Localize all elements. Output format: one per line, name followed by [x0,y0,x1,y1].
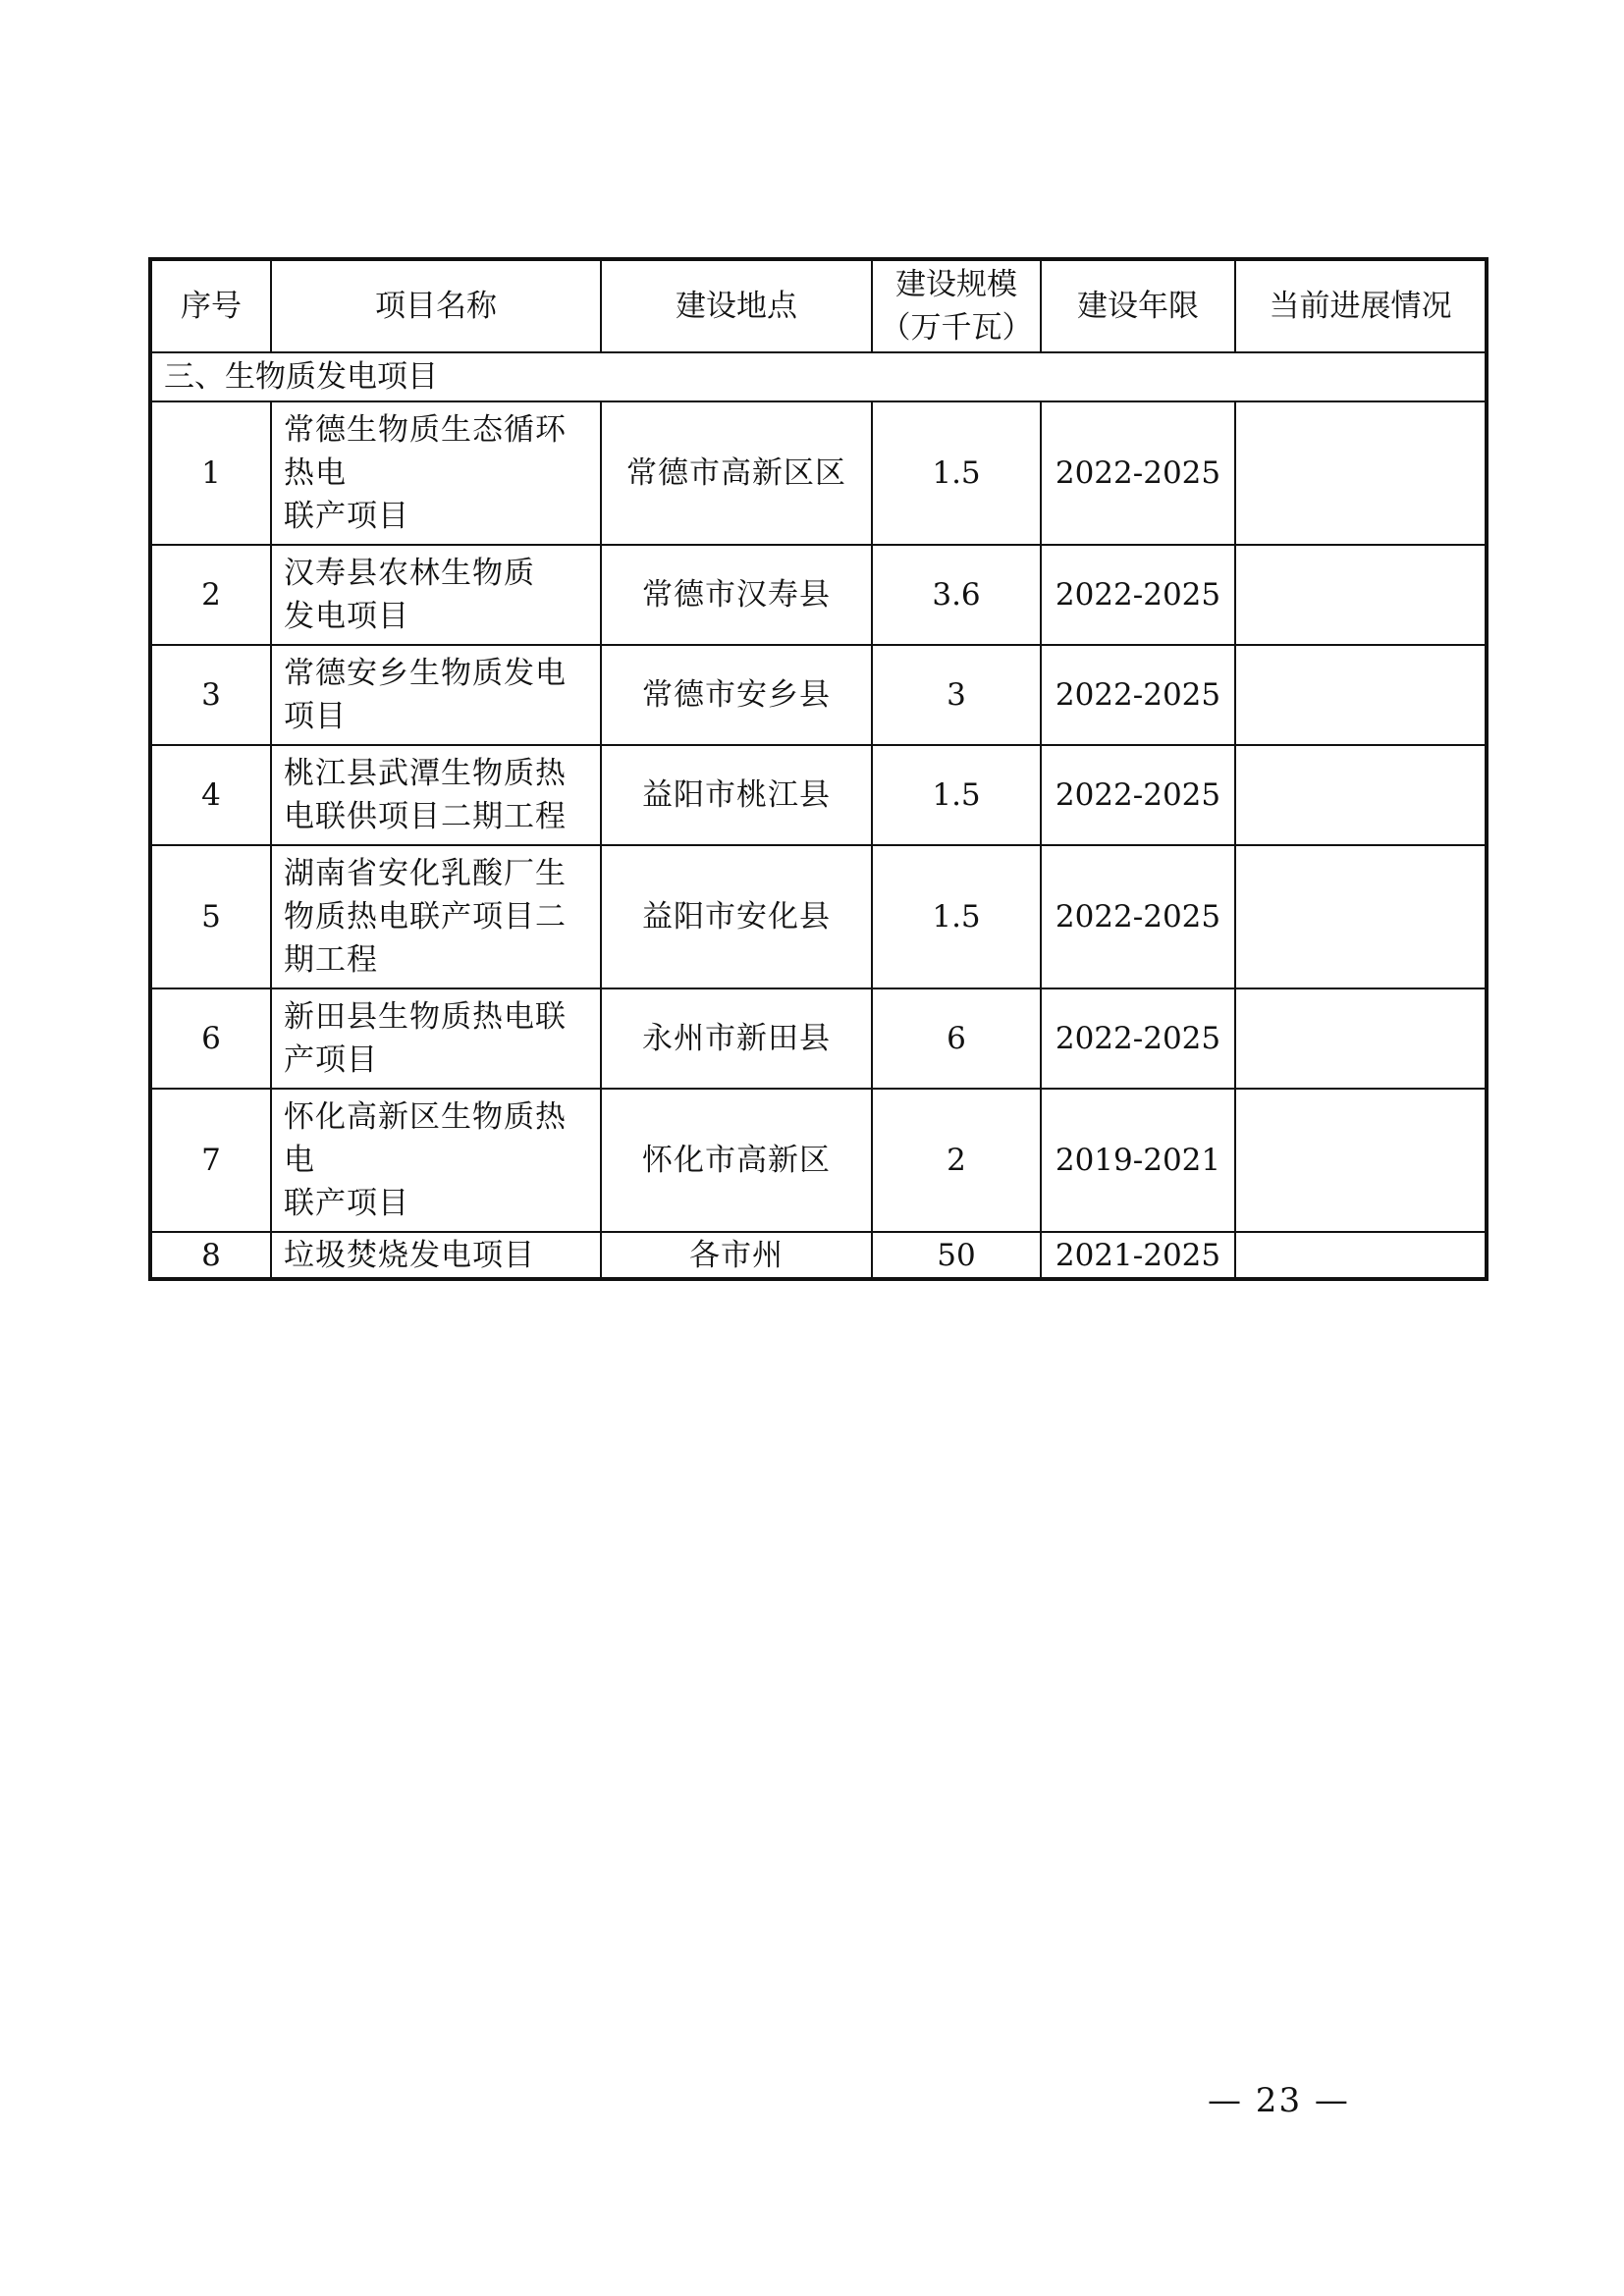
cell-scale: 3.6 [872,545,1041,645]
cell-no: 4 [150,745,271,845]
cell-name-line: 汉寿县农林生物质 [284,556,535,591]
cell-scale: 6 [872,988,1041,1089]
cell-no: 7 [150,1089,271,1232]
header-years: 建设年限 [1041,259,1235,352]
cell-name [271,1232,601,1279]
table-row [150,988,1487,1089]
cell-progress [1235,401,1487,545]
header-no: 序号 [150,259,271,352]
cell-years: 2022-2025 [1041,745,1235,845]
table-row [150,1089,1487,1232]
cell-name [271,401,601,545]
cell-years: 2022-2025 [1041,401,1235,545]
cell-progress [1235,545,1487,645]
cell-scale: 3 [872,645,1041,745]
cell-progress [1235,745,1487,845]
cell-location: 常德市汉寿县 [601,545,872,645]
cell-progress [1235,1232,1487,1279]
cell-scale: 1.5 [872,401,1041,545]
cell-years: 2022-2025 [1041,988,1235,1089]
cell-name [271,845,601,988]
cell-name-line: 桃江县武潭生物质热 [284,756,567,791]
cell-name-line: 常德安乡生物质发电 [284,656,567,691]
cell-no: 2 [150,545,271,645]
cell-no: 6 [150,988,271,1089]
cell-no: 3 [150,645,271,745]
cell-name-line: 联产项目 [284,499,409,534]
header-scale-line2: （万千瓦） [880,310,1033,346]
table-row [150,545,1487,645]
table-row [150,1232,1487,1279]
cell-name [271,1089,601,1232]
cell-scale: 50 [872,1232,1041,1279]
header-progress: 当前进展情况 [1235,259,1487,352]
cell-location: 各市州 [601,1232,872,1279]
cell-name-line: 期工程 [284,942,378,978]
header-scale-line1: 建设规模 [895,267,1017,302]
cell-name-line: 发电项目 [284,599,409,634]
table-row [150,645,1487,745]
header-name: 项目名称 [271,259,601,352]
cell-name-line: 项目 [284,699,347,734]
cell-name-line: 电联供项目二期工程 [284,799,567,834]
table-row [150,845,1487,988]
cell-years: 2021-2025 [1041,1232,1235,1279]
cell-name-line: 垃圾焚烧发电项目 [284,1237,535,1273]
cell-name [271,988,601,1089]
page-number: — 23 — [1208,2081,1350,2120]
cell-location: 益阳市桃江县 [601,745,872,845]
cell-progress [1235,988,1487,1089]
cell-name [271,645,601,745]
cell-years: 2022-2025 [1041,545,1235,645]
cell-scale: 1.5 [872,845,1041,988]
cell-name-line: 产项目 [284,1042,378,1078]
biomass-project-table [148,257,1489,1281]
cell-progress [1235,1089,1487,1232]
cell-progress [1235,845,1487,988]
cell-name [271,545,601,645]
cell-location: 常德市高新区区 [601,401,872,545]
header-scale [872,259,1041,352]
header-row [150,259,1487,352]
cell-no: 1 [150,401,271,545]
cell-name [271,745,601,845]
cell-years: 2022-2025 [1041,845,1235,988]
cell-name-line: 物质热电联产项目二 [284,899,567,934]
cell-name-line: 新田县生物质热电联 [284,999,567,1035]
cell-years: 2022-2025 [1041,645,1235,745]
table-row [150,401,1487,545]
table-row [150,745,1487,845]
cell-name-line: 湖南省安化乳酸厂生 [284,856,567,891]
cell-location: 永州市新田县 [601,988,872,1089]
cell-name-line: 怀化高新区生物质热 [284,1099,567,1135]
cell-name-line: 热电 [284,455,347,491]
cell-location: 常德市安乡县 [601,645,872,745]
cell-no: 8 [150,1232,271,1279]
cell-name-line: 常德生物质生态循环 [284,412,567,448]
cell-scale: 2 [872,1089,1041,1232]
cell-location: 怀化市高新区 [601,1089,872,1232]
cell-name-line: 联产项目 [284,1186,409,1221]
cell-location: 益阳市安化县 [601,845,872,988]
section-row [150,352,1487,401]
cell-progress [1235,645,1487,745]
cell-years: 2019-2021 [1041,1089,1235,1232]
cell-scale: 1.5 [872,745,1041,845]
cell-no: 5 [150,845,271,988]
section-title: 三、生物质发电项目 [150,352,1487,401]
header-location: 建设地点 [601,259,872,352]
cell-name-line: 电 [284,1143,315,1178]
